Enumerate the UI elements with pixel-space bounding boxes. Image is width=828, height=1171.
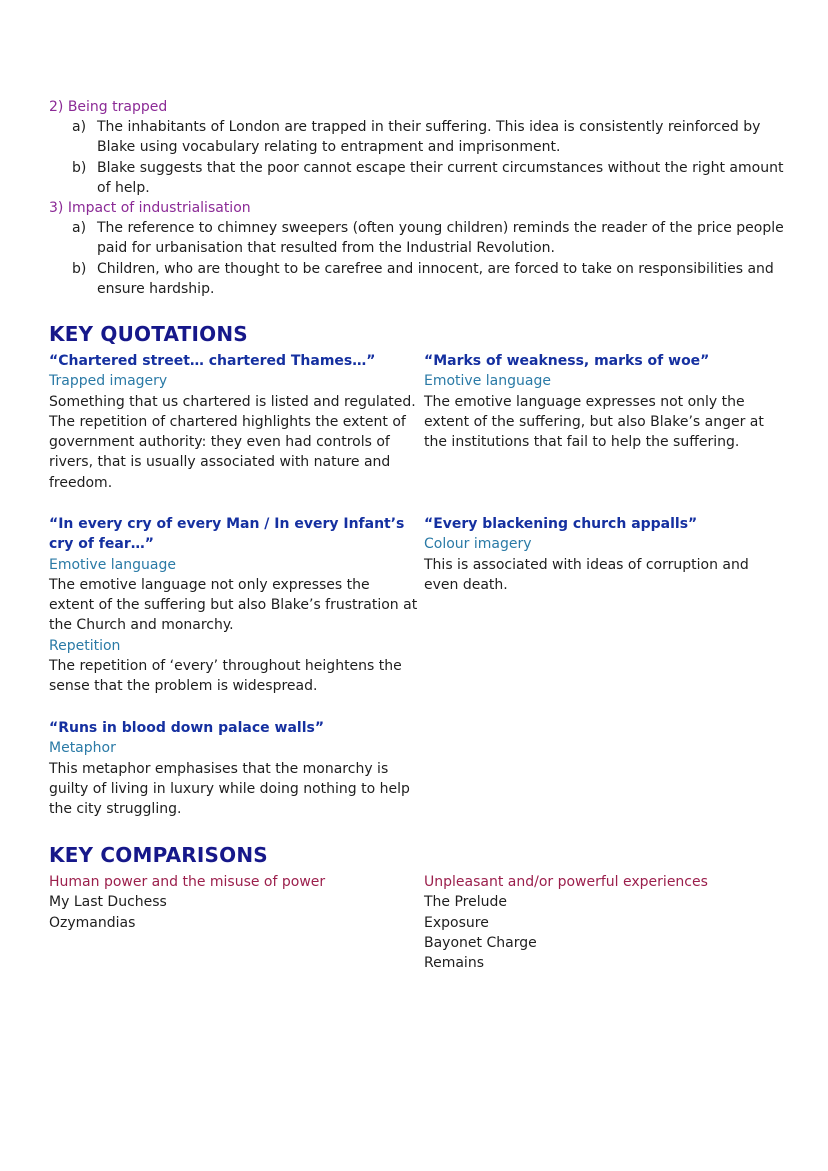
point-text: Children, who are thought to be carefree and innocent, are forced to take on responsibilities and ensure hardship.: [97, 260, 774, 298]
comparison-poem: The Prelude: [424, 894, 508, 911]
quotation-technique: Emotive language: [49, 556, 176, 573]
point-marker: a): [72, 220, 87, 237]
quotation-explanation: The repetition of ‘every’ throughout heightens the sense that the problem is widespread.: [49, 658, 402, 695]
quotation-block: [49, 514, 419, 697]
quotation-text: “Chartered street… chartered Thames…”: [49, 353, 376, 369]
quotation-text: “Runs in blood down palace walls”: [49, 720, 325, 736]
theme-points: [49, 218, 789, 299]
quotation-block: [49, 351, 419, 493]
theme-block: [49, 198, 789, 299]
quotation-technique: Colour imagery: [424, 536, 532, 553]
key-comparisons-heading: KEY COMPARISONS: [49, 843, 268, 867]
quotation-technique: Metaphor: [49, 740, 116, 757]
point-text: The inhabitants of London are trapped in their suffering. This idea is consistently reinforced by Blake using vocabulary relating to entrapment and imprisonment.: [97, 119, 761, 156]
theme-point: [49, 259, 789, 300]
theme-heading: 3) Impact of industrialisation: [49, 200, 251, 217]
comparison-poem: Exposure: [424, 914, 489, 931]
quotation-technique: Trapped imagery: [49, 373, 168, 390]
quotation-text: “In every cry of every Man / In every Infant’s cry of fear…”: [49, 516, 405, 553]
point-marker: b): [72, 260, 87, 277]
comparison-heading: Human power and the misuse of power: [49, 874, 326, 890]
quotation-text: “Marks of weakness, marks of woe”: [424, 353, 710, 369]
theme-point: [49, 117, 789, 158]
quotation-block: [424, 351, 774, 452]
quotation-explanation: Something that us chartered is listed and regulated. The repetition of chartered highlights the extent of government authority: they even had controls of rivers, that is usually associated with nature and freedom.: [49, 393, 416, 491]
point-marker: b): [72, 159, 87, 176]
point-text: Blake suggests that the poor cannot escape their current circumstances without the right amount of help.: [97, 159, 784, 196]
quotation-text: “Every blackening church appalls”: [424, 516, 698, 532]
theme-point: [49, 158, 789, 199]
theme-block: [49, 97, 789, 198]
quotation-explanation: The emotive language expresses not only the extent of the suffering, but also Blake’s anger at the institutions that fail to help the suffering.: [424, 393, 764, 451]
theme-heading: 2) Being trapped: [49, 99, 168, 115]
comparison-heading: Unpleasant and/or powerful experiences: [424, 874, 708, 890]
quotation-explanation: This is associated with ideas of corruption and even death.: [424, 556, 749, 593]
comparison-poem: Remains: [424, 955, 484, 972]
comparison-group: [49, 872, 419, 933]
themes-section: [49, 97, 789, 299]
comparison-poem: Ozymandias: [49, 914, 136, 931]
quotation-technique: Emotive language: [424, 373, 551, 390]
key-quotations-heading: KEY QUOTATIONS: [49, 322, 248, 346]
theme-point: [49, 218, 789, 259]
quotation-block: [49, 718, 419, 819]
point-text: The reference to chimney sweepers (often young children) reminds the reader of the price people paid for urbanisation that resulted from the Industrial Revolution.: [97, 220, 784, 257]
quotation-explanation: This metaphor emphasises that the monarchy is guilty of living in luxury while doing nothing to help the city struggling.: [49, 760, 410, 818]
quotation-technique: Repetition: [49, 637, 121, 654]
quotation-explanation: The emotive language not only expresses the extent of the suffering but also Blake’s frustration at the Church and monarchy.: [49, 576, 418, 634]
theme-points: [49, 117, 789, 198]
comparison-poem: Bayonet Charge: [424, 934, 537, 951]
comparison-group: [424, 872, 774, 973]
quotation-block: [424, 514, 774, 595]
comparison-poem: My Last Duchess: [49, 894, 167, 911]
point-marker: a): [72, 119, 87, 135]
